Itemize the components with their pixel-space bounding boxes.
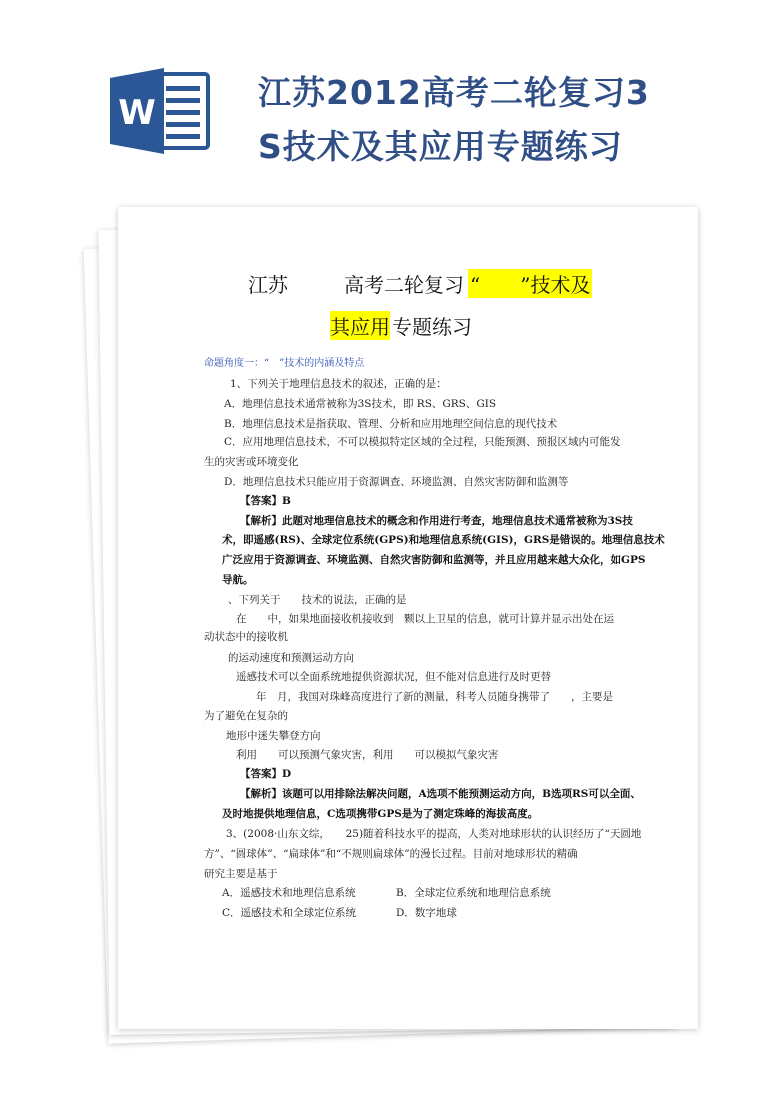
q2-statement: 利用 可以预测气象灾害，利用 可以模拟气象灾害 <box>236 749 499 761</box>
title-line-2: S技术及其应用专题练习 <box>258 127 623 166</box>
doc-title-highlight: “ ”技术及 <box>468 269 592 298</box>
q2-statement: 在 中，如果地面接收机接收到 颗以上卫星的信息，就可计算并显示出处在运 <box>236 613 614 625</box>
explanation-1-cont: 术，即遥感(RS)、全球定位系统(GPS)和地理信息系统(GIS)，GRS是错误的。地理信息技术 <box>222 534 665 546</box>
explanation-2: 【解析】该题可以用排除法解决问题，A选项不能预测运动方向，B选项RS可以全面、 <box>240 788 641 800</box>
q2-statement: 地形中迷失攀登方向 <box>226 730 321 742</box>
document-page <box>118 207 698 1029</box>
question-3-cont: 方”、“圆球体”、“扁球体”和“不规则扁球体”的漫长过程。目前对地球形状的精确 <box>204 848 578 860</box>
option-a: A．遥感技术和地理信息系统 <box>222 887 356 899</box>
question-2: 、下列关于 技术的说法，正确的是 <box>228 594 407 606</box>
question-3-cont: 研究主要是基于 <box>204 868 278 880</box>
q2-statement-cont: 为了避免在复杂的 <box>204 710 288 722</box>
q2-statement: 年 月，我国对珠峰高度进行了新的测量，科考人员随身携带了 ，主要是 <box>256 691 613 703</box>
option-c-cont: 生的灾害或环境变化 <box>204 456 299 468</box>
q2-statement: 的运动速度和预测运动方向 <box>228 652 354 664</box>
answer-1: 【答案】B <box>240 495 291 507</box>
doc-title-part: 专题练习 <box>392 315 472 339</box>
option-b: B．全球定位系统和地理信息系统 <box>396 887 551 899</box>
page-title <box>258 66 758 174</box>
option-b: B．地理信息技术是指获取、管理、分析和应用地理空间信息的现代技术 <box>224 418 558 430</box>
doc-title-part: 高考二轮复习 <box>344 273 464 297</box>
option-d: D．数字地球 <box>396 907 457 919</box>
explanation-1-cont: 广泛应用于资源调查、环境监测、自然灾害防御和监测等，并且应用越来越大众化，如GPS <box>222 554 646 566</box>
option-c: C．遥感技术和全球定位系统 <box>222 907 357 919</box>
question-1: 1、下列关于地理信息技术的叙述，正确的是： <box>230 378 447 390</box>
explanation-1: 【解析】此题对地理信息技术的概念和作用进行考查，地理信息技术通常被称为3S技 <box>240 515 633 527</box>
option-c: C．应用地理信息技术，不可以模拟特定区域的全过程，只能预测、预报区域内可能发 <box>224 436 621 448</box>
title-line-1: 江苏2012高考二轮复习3 <box>258 73 650 112</box>
answer-2: 【答案】D <box>240 768 292 780</box>
option-d: D．地理信息技术只能应用于资源调查、环境监测、自然灾害防御和监测等 <box>224 476 569 488</box>
q2-statement-cont: 动状态中的接收机 <box>204 631 288 643</box>
section-heading: 命题角度一：“ ”技术的内涵及特点 <box>204 358 365 369</box>
explanation-1-cont: 导航。 <box>222 574 254 586</box>
word-document-icon <box>110 68 210 154</box>
explanation-2-cont: 及时地提供地理信息，C选项携带GPS是为了测定珠峰的海拔高度。 <box>222 808 539 820</box>
question-3: 3、(2008·山东文综， 25)随着科技水平的提高，人类对地球形状的认识经历了“天圆地 <box>226 828 642 840</box>
doc-title-highlight: 其应用 <box>330 311 390 340</box>
doc-title-part: 江苏 <box>248 273 288 297</box>
option-a: A．地理信息技术通常被称为3S技术，即 RS、GRS、GIS <box>224 398 497 410</box>
q2-statement: 遥感技术可以全面系统地提供资源状况，但不能对信息进行及时更替 <box>236 671 551 683</box>
svg-text:W: W <box>118 93 156 133</box>
